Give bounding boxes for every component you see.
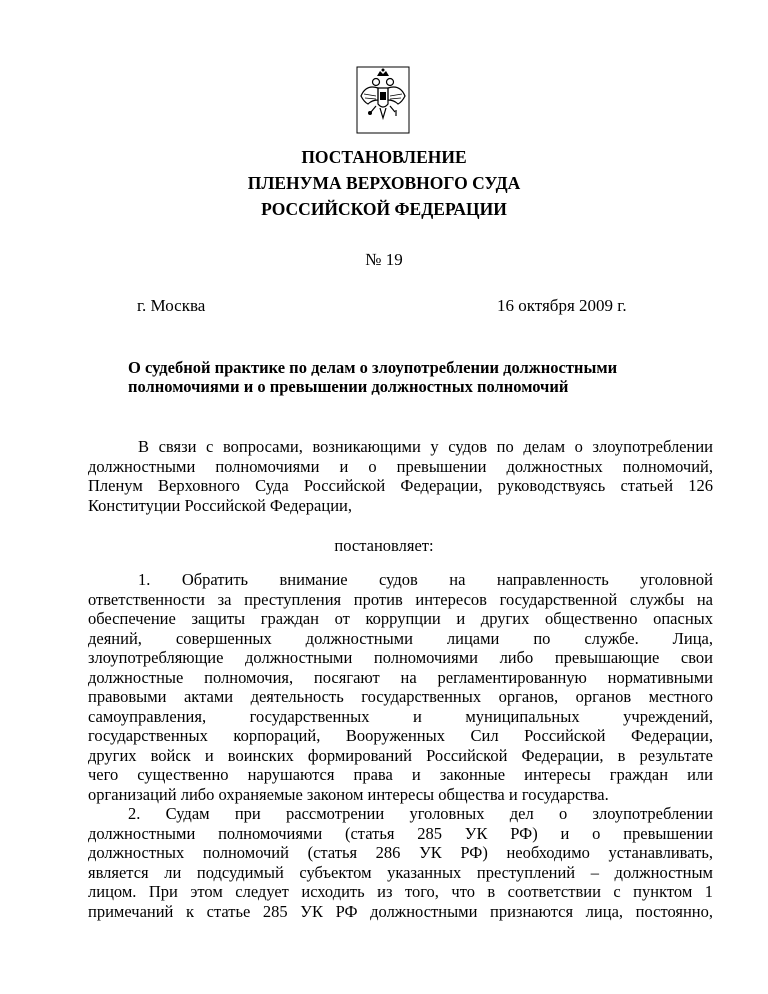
text-line: 1. Обратить внимание судов на направленность уголовной: [138, 570, 713, 589]
document-city: г. Москва: [137, 296, 206, 315]
text-line: Конституции Российской Федерации,: [88, 495, 352, 515]
subject-line: полномочиями и о превышении должностных полномочий: [128, 377, 569, 396]
text-line: организаций либо охраняемые законом интересы общества и государства.: [88, 784, 609, 804]
text-line: государственных корпораций, Вооруженных Сил Российской Федерации,: [88, 726, 713, 745]
text-line: должностных полномочий (статья 286 УК РФ) необходимо устанавливать,: [88, 843, 713, 862]
document-subject: [128, 358, 688, 396]
text-line: 2. Судам при рассмотрении уголовных дел о злоупотреблении: [128, 804, 713, 823]
text-line: чего существенно нарушаются права и законные интересы граждан или: [88, 765, 713, 784]
text-line: самоуправления, государственных и муниципальных учреждений,: [88, 706, 713, 726]
decree-word: постановляет:: [334, 536, 434, 555]
text-line: должностные полномочия, посягают на регламентированную нормативными: [88, 667, 713, 687]
text-line: ответственности за преступления против интересов государственной службы на: [88, 589, 713, 609]
title-line: РОССИЙСКОЙ ФЕДЕРАЦИИ: [261, 199, 507, 219]
text-line: примечаний к статье 285 УК РФ должностными признаются лица, постоянно,: [88, 901, 713, 921]
document-number: № 19: [365, 250, 403, 269]
text-line: является ли подсудимый субъектом указанных преступлений – должностным: [88, 862, 713, 882]
document-date: 16 октября 2009 г.: [497, 296, 627, 315]
text-line: лицом. При этом следует исходить из того, что в соответствии с пунктом 1: [88, 882, 713, 901]
text-line: других войск и воинских формирований Российской Федерации, в результате: [88, 745, 713, 765]
text-line: злоупотребляющие должностными полномочиями либо превышающие свои: [88, 648, 713, 667]
text-line: правовыми актами деятельность государственных органов, органов местного: [88, 687, 713, 706]
text-line: Пленум Верховного Суда Российской Федерации, руководствуясь статьей 126: [88, 476, 713, 495]
title-line: ПЛЕНУМА ВЕРХОВНОГО СУДА: [247, 173, 521, 193]
decree-items: [88, 570, 713, 921]
text-line: должностными полномочиями и о превышении должностных полномочий,: [88, 456, 713, 476]
russian-coat-of-arms-icon: [356, 66, 410, 134]
text-line: деяний, совершенных должностными лицами по службе. Лица,: [88, 628, 713, 648]
text-line: обеспечение защиты граждан от коррупции и других общественно опасных: [88, 609, 713, 628]
subject-line: О судебной практике по делам о злоупотреблении должностными: [128, 358, 618, 377]
text-line: должностными полномочиями (статья 285 УК РФ) и о превышении: [88, 823, 713, 843]
title-line: ПОСТАНОВЛЕНИЕ: [301, 147, 467, 167]
text-line: В связи с вопросами, возникающими у судов по делам о злоупотреблении: [138, 437, 713, 456]
document-title: [0, 144, 768, 222]
preamble-paragraph: [88, 437, 713, 515]
